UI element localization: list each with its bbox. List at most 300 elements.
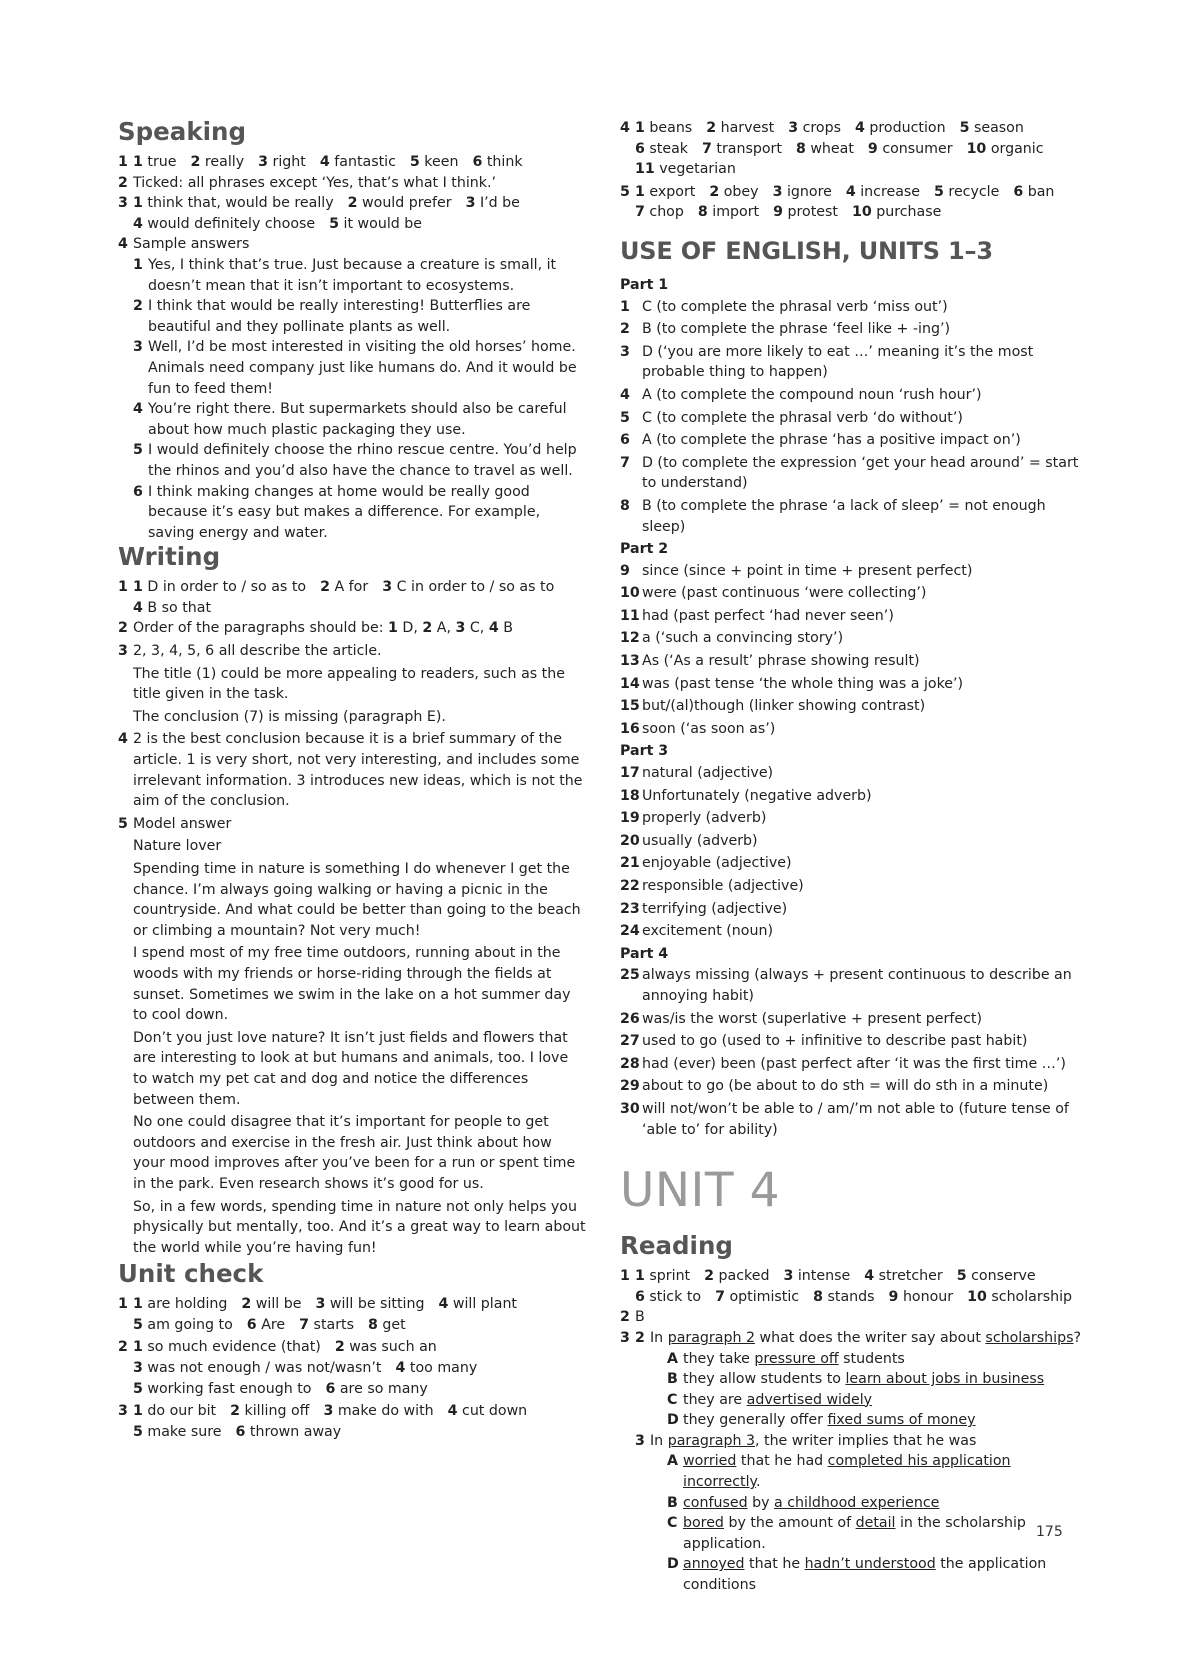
option-text-part: . (755, 1474, 761, 1491)
answer-text: beans (649, 120, 693, 136)
answer-text: increase (860, 183, 921, 200)
answer-number: 4 (864, 1268, 875, 1285)
answer-number: 16 (620, 720, 640, 737)
answer-number: 3 (258, 154, 269, 170)
answer-pair (967, 141, 1044, 157)
answer-number: 3 (620, 343, 630, 360)
option-letter: D (667, 1412, 679, 1429)
answer-pair (133, 600, 211, 616)
answer-text: You’re right there. But supermarkets should also be careful about how much plastic packaging they use. (148, 401, 567, 438)
answer-text: cut down (462, 1403, 528, 1420)
answer-row (620, 786, 1090, 807)
answer-pair (709, 184, 758, 200)
option-letter: B (667, 1371, 678, 1388)
answer-number: 6 (133, 483, 143, 500)
option-text-a: they generally offer (683, 1412, 828, 1429)
answer-text: chop (649, 204, 684, 221)
answer-text: protest (787, 204, 838, 221)
answer-number: 6 (620, 432, 630, 449)
answer-pair (325, 1381, 427, 1397)
answer-pair (448, 1403, 528, 1419)
answer-text: intense (797, 1268, 851, 1285)
answer-row (620, 1054, 1090, 1075)
answer-number: 7 (701, 140, 712, 157)
answer-text: keen (424, 154, 459, 170)
answer-number: 8 (697, 204, 708, 221)
answer-row (620, 1076, 1090, 1097)
answer-text: starts (313, 1316, 354, 1333)
answer-number: 4 (447, 1403, 458, 1420)
option-text-part: by (747, 1494, 775, 1511)
answer-pair (715, 1289, 799, 1305)
answer-number: 17 (620, 765, 640, 782)
answer-text: fantastic (334, 154, 396, 170)
unit-check-q3: 3 1 do our bit 2 killing off 3 make do with 4 cut down 5 make sure 6 thrown away (118, 1403, 528, 1440)
answer-number: 6 (325, 1380, 336, 1397)
answer-number: 5 (956, 1268, 967, 1285)
answer-text: D (‘you are more likely to eat …’ meaning it’s the most probable thing to happen) (642, 343, 1034, 381)
answer-number: 7 (299, 1316, 310, 1333)
answer-row (620, 606, 1090, 627)
answer-number: 1 (133, 256, 143, 273)
answer-text: Yes, I think that’s true. Just because a creature is small, it doesn’t mean that it isn’t important to ecosystems. (148, 256, 557, 294)
answer-number: 9 (888, 1288, 899, 1305)
answer-pair (382, 579, 554, 595)
answer-pair (788, 120, 841, 136)
option-text (667, 1410, 1090, 1431)
answer-number: 11 (620, 607, 640, 624)
answer-text: A (to complete the compound noun ‘rush hour’) (642, 386, 982, 403)
answer-number: 4 (133, 215, 143, 232)
answer-number: 15 (620, 698, 640, 715)
answer-number: 6 (635, 140, 645, 157)
answer-text: stick to (649, 1288, 702, 1305)
answer-pair (133, 1317, 233, 1333)
answer-text: transport (716, 140, 782, 157)
option-text (667, 1390, 1090, 1411)
option-text-part: in the scholarship application. (683, 1515, 1026, 1552)
answer-pair (133, 1296, 227, 1312)
answer-pair (967, 1289, 1072, 1305)
answer-number: 2 (706, 120, 717, 136)
answer-text: make do with (337, 1403, 434, 1420)
answer-pair (635, 184, 695, 200)
answer-text: usually (adverb) (642, 832, 758, 849)
answer-row (620, 674, 1090, 695)
reading-q3-sub3: 3 In paragraph 3, the writer implies that he was (635, 1432, 977, 1449)
answer-pair (706, 120, 774, 136)
answer-number: 2 (620, 321, 630, 338)
answer-number: 3 (788, 120, 799, 136)
answer-pair (133, 154, 177, 170)
answer-number: 7 (715, 1288, 725, 1305)
answer-text: will not/won’t be able to / am/’m not able to (future tense of ‘able to’ for ability) (642, 1100, 1069, 1138)
answer-text: soon (‘as soon as’) (642, 720, 776, 737)
answer-text: think that, would be really (147, 195, 334, 212)
answer-text: D (to complete the expression ‘get your head around’ = start to understand) (642, 454, 1079, 492)
option-underlined: bored (683, 1515, 724, 1532)
answer-text: sprint (649, 1268, 691, 1285)
answer-pair (698, 204, 759, 220)
paragraph: Don’t you just love nature? It isn’t just fields and flowers that are interesting to look at but humans and animals, too. I love to watch my pet cat and dog and notice the differences between them. (133, 1029, 569, 1108)
answer-pair (329, 216, 422, 232)
answer-number: 6 (246, 1316, 257, 1333)
answer-text: was (past tense ‘the whole thing was a joke’) (642, 675, 964, 692)
answer-number: 3 (323, 1403, 334, 1420)
answer-number: 6 (235, 1423, 246, 1440)
answer-pair (133, 195, 334, 211)
answer-number: 2 (347, 195, 358, 212)
answer-pair (241, 1296, 301, 1312)
answer-text: right (272, 154, 306, 170)
answer-pair (299, 1317, 354, 1333)
answer-row (620, 853, 1090, 874)
order-letter: A, (436, 620, 456, 637)
option-text (667, 1369, 1090, 1390)
answer-text: were (past continuous ‘were collecting’) (642, 585, 927, 602)
vocab-q4: 4 1 beans 2 harvest 3 crops 4 production 5 season 6 steak 7 transport 8 wheat 9 consumer 10 organic 11 vegetarian (620, 120, 1044, 178)
answer-number: 8 (367, 1316, 378, 1333)
answer-text: ignore (786, 183, 832, 200)
answer-number: 5 (329, 215, 340, 232)
answer-number: 1 (635, 183, 645, 200)
answer-number: 21 (620, 855, 640, 872)
unit-check-heading: Unit check (118, 1259, 264, 1289)
answer-pair (348, 195, 452, 211)
answer-row (620, 453, 1090, 494)
answer-text: optimistic (729, 1288, 800, 1305)
sample-answer (133, 399, 586, 440)
answer-pair (635, 204, 684, 220)
answer-number: 28 (620, 1055, 640, 1072)
answer-text: production (869, 120, 946, 136)
answer-pair (635, 1289, 701, 1305)
answer-text: enjoyable (adjective) (642, 855, 792, 872)
answer-number: 29 (620, 1078, 640, 1095)
answer-text: ban (1027, 183, 1055, 200)
answer-pair (323, 1403, 433, 1419)
answer-pair (957, 1268, 1036, 1284)
reading-q2: 2 B (620, 1309, 645, 1326)
part-4-answers (620, 965, 1090, 1140)
answer-pair (960, 120, 1024, 136)
answer-row (620, 1009, 1090, 1030)
answer-text: C (to complete the phrasal verb ‘miss out’) (642, 298, 948, 315)
answer-pair (438, 1296, 517, 1312)
option-underlined: fixed sums of money (827, 1412, 976, 1429)
answer-row (620, 831, 1090, 852)
answer-text: so much evidence (that) (147, 1339, 321, 1356)
answer-text: Are (261, 1316, 286, 1333)
answer-text: true (147, 154, 177, 170)
answer-text: I would definitely choose the rhino rescue centre. You’d help the rhinos and you’d also have the chance to travel as well. (148, 442, 577, 479)
option-text (667, 1493, 1090, 1514)
sample-answer (133, 255, 586, 296)
answer-text: vegetarian (659, 161, 736, 178)
option-text (667, 1513, 1090, 1554)
order-number: 3 (455, 620, 466, 637)
answer-number: 4 (395, 1360, 406, 1377)
vocab-q5: 5 1 export 2 obey 3 ignore 4 increase 5 recycle 6 ban 7 chop 8 import 9 protest 10 purchase (620, 183, 1055, 221)
order-number: 1 (388, 620, 398, 637)
answer-text: would prefer (362, 195, 452, 212)
answer-number: 4 (438, 1296, 449, 1313)
answer-pair (133, 1403, 216, 1419)
part-3-answers (620, 763, 1090, 942)
answer-row (620, 1031, 1090, 1052)
answer-pair (773, 184, 832, 200)
writing-q4: 4 2 is the best conclusion because it is a brief summary of the article. 1 is very short, not very interesting, and includes some irrelevant information. 3 introduces new ideas, which is not the aim of the conclusion. (118, 731, 583, 810)
order-number: 2 (422, 620, 433, 637)
answer-text: was/is the worst (superlative + present perfect) (642, 1010, 982, 1027)
answer-text: I’d be (479, 195, 520, 212)
answer-number: 27 (620, 1033, 640, 1050)
option (635, 1410, 1090, 1431)
answer-number: 4 (620, 386, 630, 403)
answer-number: 1 (133, 1339, 143, 1356)
answer-pair (472, 154, 522, 170)
option-text-part: that he had (736, 1453, 828, 1470)
option-text (667, 1451, 1090, 1492)
reading-q3-sub2: 2 In paragraph 2 what does the writer say about scholarships? (635, 1329, 1082, 1346)
answer-number: 6 (1013, 183, 1024, 200)
use-of-english-heading: USE OF ENGLISH, UNITS 1–3 (620, 236, 993, 265)
answer-pair (635, 161, 736, 177)
answer-text: a (‘such a convincing story’) (642, 630, 844, 647)
answer-pair (796, 141, 854, 157)
option-letter: C (667, 1515, 678, 1532)
answer-row (620, 696, 1090, 717)
sample-answer (133, 296, 586, 337)
answer-pair (783, 1268, 850, 1284)
option (635, 1349, 1090, 1370)
answer-number: 9 (620, 562, 630, 579)
answer-pair (773, 204, 838, 220)
answer-text: responsible (adjective) (642, 878, 804, 894)
answer-number: 2 (320, 579, 330, 596)
paragraph: I spend most of my free time outdoors, running about in the woods with my friends or horse-riding through the fields at sunset. Sometimes we swim in the lake on a hot summer day to cool down. (133, 945, 571, 1024)
answer-row (620, 876, 1090, 897)
part-1-answers (620, 297, 1090, 538)
answer-row (620, 965, 1090, 1006)
answer-pair (368, 1317, 406, 1333)
answer-number: 30 (620, 1100, 640, 1117)
answer-pair (230, 1403, 309, 1419)
paragraph: 2, 3, 4, 5, 6 all describe the article. (133, 643, 382, 660)
paragraph: The conclusion (7) is missing (paragraph E). (133, 708, 446, 725)
answer-number: 10 (620, 585, 640, 602)
answer-pair (635, 141, 688, 157)
paragraph: The title (1) could be more appealing to readers, such as the title given in the task. (133, 665, 565, 703)
answer-text: D in order to / so as to (147, 579, 307, 596)
answer-row (620, 583, 1090, 604)
page-number: 175 (1036, 1524, 1063, 1540)
answer-text: stretcher (878, 1268, 943, 1285)
answer-text: wheat (810, 140, 854, 157)
option-text-a: they allow students to (683, 1371, 846, 1388)
writing-heading: Writing (118, 542, 221, 572)
paragraph: No one could disagree that it’s important for people to get outdoors and exercise in the fresh air. Just think about how your mood improves after you’ve been for a run or spent time in the park. Even research shows it’s good for us. (133, 1114, 576, 1192)
option-underlined: confused (683, 1494, 748, 1511)
answer-number: 9 (867, 140, 878, 157)
paragraph: Spending time in nature is something I do whenever I get the chance. I’m always going walking or having a picnic in the countryside. And what could be better than going to the beach or climbing a mountain? Not very much! (133, 861, 581, 939)
answer-number: 8 (795, 140, 806, 157)
answer-text: excitement (noun) (642, 923, 773, 940)
unit-check-q1: 1 1 are holding 2 will be 3 will be sitting 4 will plant 5 am going to 6 Are 7 starts 8 get (118, 1296, 517, 1333)
answer-row (620, 763, 1090, 784)
answer-number: 7 (620, 454, 630, 471)
answer-text: it would be (343, 215, 423, 232)
speaking-q1-answers (133, 152, 586, 173)
answer-text: crops (802, 120, 841, 136)
answer-number: 3 (772, 183, 783, 200)
answer-number: 1 (635, 120, 645, 136)
answer-number: 5 (133, 1316, 143, 1333)
model-answer-title: Nature lover (133, 838, 222, 855)
writing-q2: 2 Order of the paragraphs should be: 1 D, 2 A, 3 C, 4 B (118, 620, 513, 637)
part-3-label: Part 3 (620, 743, 669, 760)
option-text-part: that he (744, 1556, 805, 1573)
answer-pair (846, 184, 920, 200)
option-letter: A (667, 1350, 678, 1367)
answer-pair (247, 1317, 285, 1333)
answer-text: A for (334, 579, 369, 596)
answer-row (620, 496, 1090, 537)
answer-number: 1 (620, 298, 630, 315)
answer-number: 5 (409, 154, 420, 170)
answer-number: 8 (620, 497, 630, 514)
answer-number: 2 (241, 1296, 252, 1313)
answer-text: do our bit (147, 1403, 217, 1420)
reading-q1: 1 1 sprint 2 packed 3 intense 4 stretcher 5 conserve 6 stick to 7 optimistic 8 stands 9 honour 10 scholarship (620, 1268, 1073, 1305)
answer-row (620, 1099, 1090, 1140)
answer-row (620, 808, 1090, 829)
left-column (118, 118, 586, 1442)
option-letter: C (667, 1391, 678, 1408)
answer-pair (889, 1289, 954, 1305)
option-underlined: incorrectly (683, 1474, 756, 1491)
answer-number: 2 (230, 1403, 240, 1420)
answer-pair (466, 195, 520, 211)
reading-heading: Reading (620, 1231, 733, 1261)
answer-text: since (since + point in time + present perfect) (642, 562, 973, 579)
answer-number: 4 (855, 120, 865, 136)
answer-text: C (to complete the phrasal verb ‘do without’) (642, 409, 963, 426)
option-underlined: a childhood experience (774, 1494, 940, 1511)
option-text (667, 1554, 1090, 1595)
reading-q3: 3 2 In paragraph 2 what does the writer say about scholarships? A they take pressure off students B they allow students to learn about jobs in business C they are advertised widely D they generally offer fixed sums of money 3 In paragraph 3, the writer implies that he was A worried that he had completed his application incorrectly. B confused by a childhood experience C bored by the amount of detail in the scholarship application. D annoyed that he hadn’t understood the application conditions (620, 1328, 1090, 1596)
answer-number: 9 (773, 204, 783, 221)
answer-row (620, 342, 1090, 383)
part-2-label: Part 2 (620, 541, 669, 558)
option-underlined: annoyed (683, 1556, 745, 1573)
answer-text: consumer (882, 140, 953, 157)
answer-text: As (‘As a result’ phrase showing result) (642, 653, 920, 670)
answer-text: had (past perfect ‘had never seen’) (642, 607, 894, 624)
answer-number: 5 (934, 183, 944, 200)
answer-text: Well, I’d be most interested in visiting the old horses’ home. Animals need company just like humans do. And it would be fun to feed them! (148, 339, 577, 397)
answer-number: 3 (315, 1296, 326, 1313)
answer-text: always missing (always + present continuous to describe an annoying habit) (642, 967, 1072, 1004)
answer-pair (1013, 184, 1054, 200)
option-underlined: pressure off (754, 1350, 839, 1367)
answer-text: working fast enough to (147, 1380, 312, 1397)
answer-text: export (649, 183, 696, 200)
answer-number: 2 (133, 298, 143, 315)
part-4-label: Part 4 (620, 945, 669, 962)
answer-pair (410, 154, 459, 170)
answer-number: 1 (133, 1296, 143, 1313)
answer-pair (320, 154, 396, 170)
option-underlined: detail (855, 1515, 896, 1532)
answer-text: steak (649, 140, 688, 157)
speaking-q4: 4 Sample answers 1 Yes, I think that’s true. Just because a creature is small, it doesn’t mean that it isn’t important to ecosystems. 2 I think that would be really interesting! Butterflies are beautiful and they pollinate plants as well. 3 Well, I’d be most interested in visiting the old horses’ home. Animals need company just like humans do. And it would be fun to feed them! 4 You’re right there. But supermarkets should also be careful about how much plastic packaging they use. 5 I would definitely choose the rhino rescue centre. You’d help the rhinos and you’d also have the chance to travel as well. 6 I think making changes at home would be really good because it’s easy but makes a difference. For example, saving energy and water. (118, 234, 586, 543)
answer-pair (236, 1424, 342, 1440)
option-text-part: by the amount of (723, 1515, 856, 1532)
answer-text: scholarship (991, 1288, 1073, 1305)
answer-number: 3 (783, 1268, 794, 1285)
order-letter: B (503, 620, 513, 637)
answer-number: 1 (635, 1268, 645, 1285)
answer-number: 4 (845, 183, 856, 200)
answer-number: 1 (133, 195, 143, 212)
answer-pair (813, 1289, 874, 1305)
unit-4-heading: UNIT 4 (620, 1163, 780, 1219)
answer-row (620, 719, 1090, 740)
answer-text: really (204, 154, 245, 170)
answer-text: packed (718, 1268, 770, 1285)
answer-text: would definitely choose (147, 215, 316, 232)
answer-row (620, 561, 1090, 582)
speaking-heading: Speaking (118, 117, 247, 146)
option-letter: D (667, 1556, 679, 1573)
answer-number: 5 (620, 409, 630, 426)
answer-text: obey (723, 183, 759, 200)
answer-number: 23 (620, 900, 640, 917)
answer-pair (133, 216, 315, 232)
option (635, 1369, 1090, 1390)
answer-pair (855, 120, 946, 136)
answer-text: make sure (147, 1423, 222, 1440)
answer-pair (133, 1424, 222, 1440)
answer-number: 3 (133, 339, 143, 356)
option (635, 1513, 1090, 1554)
answer-text: Unfortunately (negative adverb) (642, 787, 872, 804)
answer-text: natural (adjective) (642, 765, 774, 782)
answer-number: 14 (620, 675, 640, 692)
answer-text: about to go (be about to do sth = will do sth in a minute) (642, 1078, 1049, 1095)
answer-pair (396, 1360, 478, 1376)
answer-number: 26 (620, 1010, 640, 1027)
order-number: 4 (488, 620, 499, 637)
answer-text: thrown away (249, 1423, 342, 1440)
option (635, 1390, 1090, 1411)
answer-text: import (712, 204, 760, 221)
answer-text: get (382, 1316, 406, 1333)
answer-row (620, 899, 1090, 920)
answer-number: 10 (967, 1288, 987, 1305)
answer-pair (320, 579, 368, 595)
order-letter: C, (469, 620, 489, 637)
answer-text: purchase (876, 204, 942, 221)
paragraph: So, in a few words, spending time in nature not only helps you physically but mentally, too. And it’s a great way to learn about the world while you’re having fun! (133, 1198, 586, 1256)
answer-number: 12 (620, 630, 640, 647)
option-text-b: students (838, 1350, 905, 1367)
answer-text: was not enough / was not/wasn’t (147, 1360, 382, 1377)
option-underlined: worried (683, 1453, 737, 1470)
option (635, 1554, 1090, 1595)
answer-number: 3 (133, 1360, 143, 1377)
